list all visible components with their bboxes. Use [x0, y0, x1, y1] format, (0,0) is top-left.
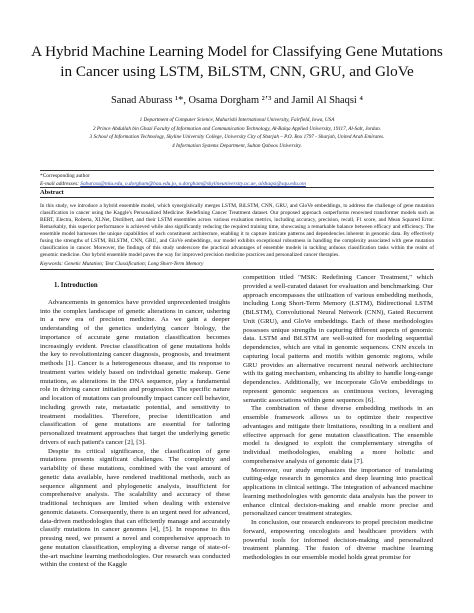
paragraph: In conclusion, our research endeavors to propel precision medicine forward, empowering oncologists and healthcare providers with powerful tools for informed decision-making and personalized treatment planning. The fusion of diverse machine learning methodologies in our ensemble model holds great promise for [243, 519, 433, 561]
author-list: Sanad Aburass ¹*, Osama Dorgham ²ʼ³ and Jamil Al Shaqsi ⁴ [110, 95, 364, 106]
corresponding-author-note [40, 170, 434, 188]
abstract-heading: Abstract [40, 188, 434, 198]
affiliation-3: 3 School of Information Technology, Skyline University College, University City of Sharjah – P.O. Box 1797 - Sharjah, United Arab Emirates. [89, 134, 385, 141]
paragraph: Advancements in genomics have provided unprecedented insights into the complex landscape of genetic alterations in cancer, ushering in a new era of precision medicine. As we gain a deeper understanding of the genetics underlying cancer biology, the importance of accurate gene mutation classification becomes increasingly evident. Precise classification of gene mutations holds the key to revolutionizing cancer diagnosis, prognosis, and treatment methods [1]. Cancer is a heterogeneous disease, and its response to treatment varies widely based on individual genetic makeup. Gene mutations, as alterations in the DNA sequence, play a fundamental role in driving cancer initiation and progression. The specific nature and location of mutations can profoundly impact cancer cell behavior, including growth rate, metastatic potential, and sensitivity to treatment modalities. Therefore, precise identification and classification of gene mutations are essential for tailoring personalized treatment approaches that target the underlying genetic drivers of each patient's cancer [2], [3]. [40, 298, 230, 446]
keywords-line: Keywords: Genetic Mutation; Text Classification; Long Short-Term Memory [40, 261, 204, 268]
footnote-rule [40, 170, 434, 171]
email-links[interactable]: Saburass@miu.edu, o.dorgham@bau.edu.jo, o.dorgham@skylineuniversity.ac.ae, alshaqsi@squ.edu.om [80, 181, 306, 187]
paper-title: A Hybrid Machine Learning Model for Classifying Gene Mutations in Cancer using LSTM, BiLSTM, CNN, GRU, and GloVe [31, 43, 443, 80]
paragraph: competition titled "MSK: Redefining Cancer Treatment," which provided a well-curated dataset for evaluation and benchmarking. Our approach encompasses the utilization of various embedding methods, including Long Short-Term Memory (LSTM), Bidirectional LSTM (BiLSTM), Convolutional Neural Network (CNN), Gated Recurrent Unit (GRU), and GloVe embeddings. Each of these methodologies possesses unique strengths in capturing different aspects of genomic data. LSTM and BiLSTM are well-suited for modeling sequential dependencies, which are vital in genomic sequences. CNN excels in capturing local patterns and motifs within genomic regions, while GRU provides an alternative recurrent neural network architecture with its gating mechanism, enhancing its ability to handle long-range dependencies. Additionally, we incorporate GloVe embeddings to represent genomic sequences as continuous vectors, leveraging semantic associations within gene sequences [6]. [243, 274, 433, 404]
paragraph: Despite its critical significance, the classification of gene mutations presents significant challenges. The complexity and variability of these mutations, combined with the vast amount of genetic data available, have rendered traditional methods, such as sequence alignment and phylogenetic analysis, insufficient for comprehensive analysis. The scalability and accuracy of these traditional techniques are limited when dealing with extensive genomic datasets. Consequently, there is an urgent need for advanced, data-driven methodologies that can efficiently manage and accurately classify mutations in cancer genomes [4], [5]. In response to this pressing need, we present a novel and comprehensive approach to gene mutation classification, employing a diverse range of state-of-the-art machine learning methodologies. Our research was conducted within the context of the Kaggle [40, 447, 230, 569]
right-column [243, 274, 433, 563]
abstract-box [40, 187, 434, 270]
affiliation-2: 2 Prince Abdullah bin Ghazi Faculty of Information and Communication Technology, Al-Balqa Applied University, 19117, Al-Salt, Jordan. [92, 125, 382, 132]
corresponding-author-label: *Corresponding author [40, 173, 90, 179]
affiliation-list [30, 116, 444, 150]
left-column [40, 274, 230, 570]
abstract-text: In this study, we introduce a hybrid ensemble model, which synergistically merges LSTM, BiLSTM, CNN, GRU, and GloVe embeddings, to address the challenge of gene mutation classification in cancer using the Kaggle's Personalized Medicine: Redefining Cancer Treatment dataset. Our proposed approach outperforms renowned transformer models such as BERT, Electra, Roberta, XLNet, Distilbert, and their LSTM ensembles across various evaluation metrics, including accuracy, precision, recall, F1 score, and Mean Squared Error. Remarkably, this superior performance is achieved while also significantly reducing the required training time, showcasing a remarkable balance between efficacy and efficiency. The ensemble model harnesses the unique capabilities of each constituent architecture, enabling it to capture intricate patterns and dependencies inherent in genomic data. By effectively fusing the strengths of LSTM, BiLSTM, CNN, GRU, and GloVe embeddings, our model exhibits exceptional robustness in handling the complexity associated with gene mutation classification in cancer. Moreover, the findings of this study underscore the practical advantages of ensemble models in tackling arduous classification tasks within the realm of genomic medicine. Our hybrid ensemble model paves the way for improved precision medicine practices and personalized cancer therapies. [40, 203, 434, 259]
paragraph: The combination of these diverse embedding methods in an ensemble framework allows us to optimize their respective advantages and mitigate their limitations, resulting in a resilient and effective approach for gene mutation classification. The ensemble model is designed to exploit the complementary strengths of individual methodologies, enabling a more holistic and comprehensive analysis of genomic data [7]. [243, 405, 433, 465]
affiliation-4: 4 Information Systems Department, Sultan Qaboos University. [172, 142, 302, 149]
section-heading-introduction: 1. Introduction [54, 282, 98, 289]
paragraph: Moreover, our study emphasizes the importance of translating cutting-edge research in genomics and deep learning into practical applications in clinical settings. The integration of advanced machine learning methodologies with genomic data analysis has the power to enhance clinical decision-making and enable more precise and personalized cancer treatment strategies. [243, 466, 433, 518]
email-label: E-mail addresses: [40, 181, 79, 187]
affiliation-1: 1 Department of Computer Science, Maharishi International University, Fairfield, Iowa, USA [139, 117, 335, 123]
